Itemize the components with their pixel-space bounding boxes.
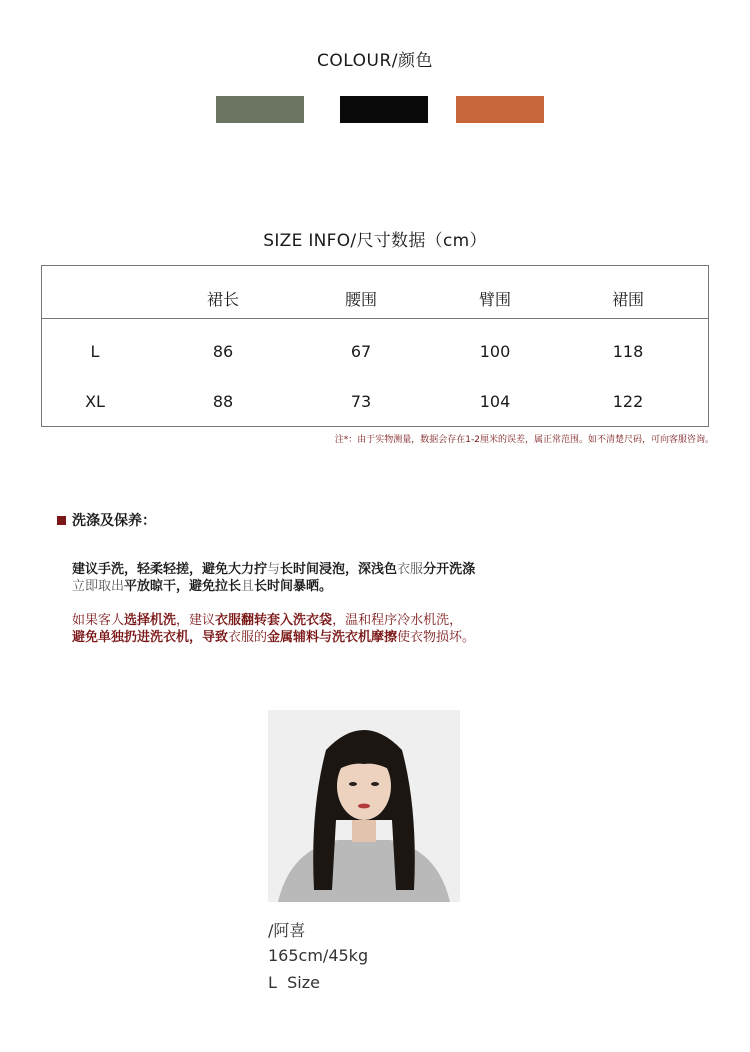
care-paragraph-2-line-1 (72, 612, 462, 629)
header-waist: 腰围 (344, 290, 377, 309)
table-cell: 88 (212, 392, 234, 411)
care-text: 金属辅料与洗衣机摩擦 (267, 630, 398, 645)
care-text: 衣服翻转套入洗衣袋 (215, 613, 333, 628)
care-text: 如果客人 (72, 613, 125, 628)
table-header-divider (42, 318, 708, 319)
table-cell: 118 (612, 342, 644, 361)
care-text: ，建议 (176, 613, 216, 628)
row-size-label: L (90, 342, 100, 361)
row-size-label: XL (85, 392, 105, 411)
table-cell: 100 (479, 342, 511, 361)
swatch-olive (216, 96, 304, 123)
model-photo (268, 710, 460, 902)
size-table (41, 265, 709, 427)
care-text: 长时间暴晒。 (254, 579, 333, 594)
care-text: 衣服的 (228, 630, 268, 645)
care-text: 与 (267, 562, 281, 577)
table-cell: 73 (350, 392, 372, 411)
model-illustration (268, 710, 460, 902)
model-size: L Size (268, 973, 320, 992)
care-text: 衣服 (397, 562, 424, 577)
care-text: ，温和程序冷水机洗， (332, 613, 463, 628)
care-text: 平放晾干，避免拉长 (124, 579, 242, 594)
model-stats: 165cm/45kg (268, 946, 369, 965)
header-skirt-length: 裙长 (206, 290, 239, 309)
swatch-orange (456, 96, 544, 123)
care-text: 建议手洗，轻柔轻搓，避免大力拧 (72, 562, 268, 577)
care-paragraph-1-line-2 (72, 578, 332, 595)
model-name: /阿喜 (268, 921, 306, 940)
care-text: 使衣物损坏。 (397, 630, 476, 645)
colour-title: COLOUR/颜色 (317, 51, 433, 71)
size-note: 注*：由于实物测量，数据会存在1-2厘米的误差，属正常范围。如不清楚尺码，可向客服咨询。 (334, 435, 714, 445)
swatch-black (340, 96, 428, 123)
size-title: SIZE INFO/尺寸数据（cm） (263, 231, 487, 251)
header-arm: 臂围 (478, 290, 511, 309)
care-text: 避免单独扔进洗衣机，导致 (72, 630, 229, 645)
care-text: 且 (241, 579, 255, 594)
care-paragraph-1-line-1 (72, 561, 475, 578)
care-text: 分开洗涤 (423, 562, 476, 577)
table-cell: 122 (612, 392, 644, 411)
table-cell: 67 (350, 342, 372, 361)
care-title: 洗涤及保养： (72, 513, 156, 529)
table-cell: 86 (212, 342, 234, 361)
table-cell: 104 (479, 392, 511, 411)
care-marker (57, 516, 66, 525)
header-hem: 裙围 (611, 290, 644, 309)
care-text: 长时间浸泡，深浅色 (280, 562, 398, 577)
care-text: 选择机洗 (124, 613, 177, 628)
care-paragraph-2-line-2 (72, 629, 475, 646)
care-text: 立即取出 (72, 579, 125, 594)
